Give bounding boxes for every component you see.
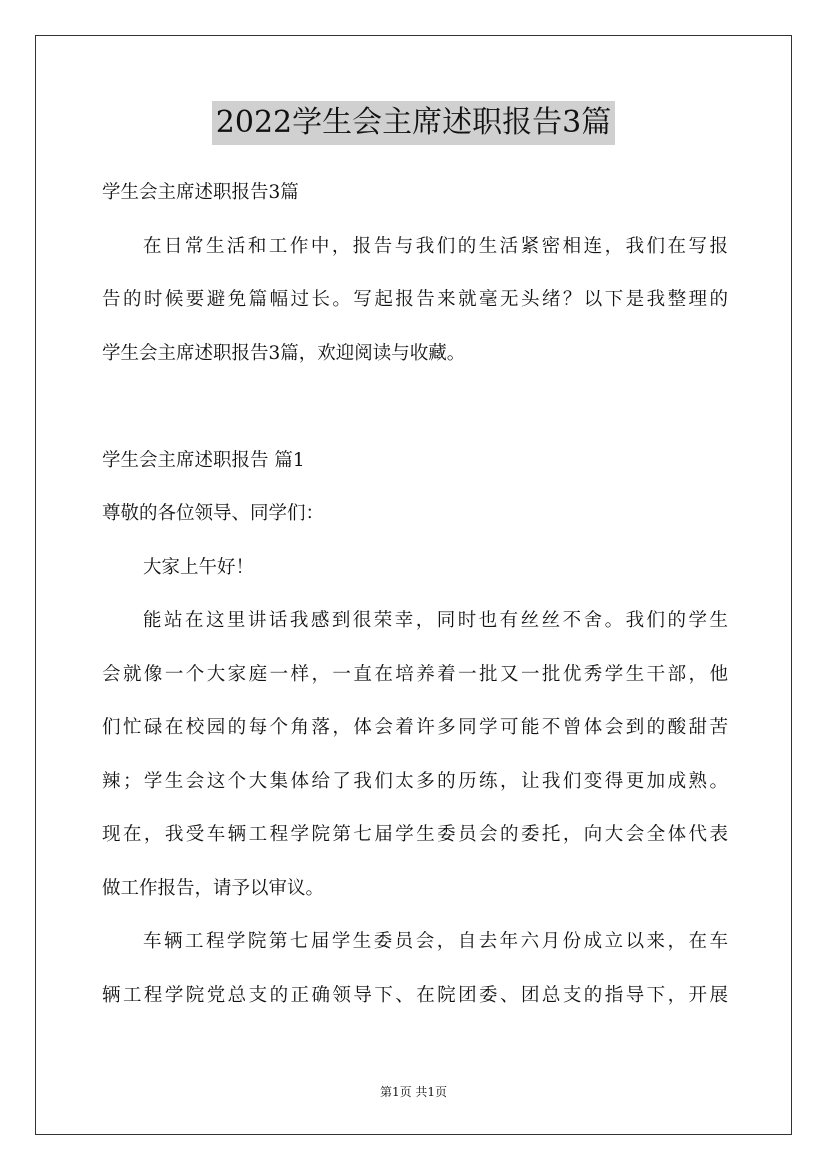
paragraph-line: 能站在这里讲话我感到很荣幸，同时也有丝丝不舍。我们的学生 (143, 610, 728, 631)
paragraph-line: 现在，我受车辆工程学院第七届学生委员会的委托，向大会全体代表 (102, 824, 728, 845)
blank-line (102, 380, 728, 434)
paragraph-line: 会就像一个大家庭一样，一直在培养着一批又一批优秀学生干部，他 (102, 663, 728, 685)
paragraph-line: 辣；学生会这个大集体给了我们太多的历练，让我们变得更加成熟。 (102, 770, 728, 792)
paragraph-line: 辆工程学院党总支的正确领导下、在院团委、团总支的指导下，开展 (102, 984, 728, 1006)
page-footer: 第1页 共1页 (379, 1085, 448, 1099)
paragraph-line: 做工作报告，请予以审议。 (102, 877, 325, 899)
salutation: 尊敬的各位领导、同学们： (102, 503, 325, 524)
document-body (102, 166, 728, 1022)
document-title: 2022学生会主席述职报告3篇 (212, 101, 615, 145)
section-heading: 学生会主席述职报告 篇1 (102, 449, 305, 471)
intro-line: 在日常生活和工作中，报告与我们的生活紧密相连，我们在写报 (143, 235, 728, 257)
paragraph-line: 们忙碌在校园的每个角落，体会着许多同学可能不曾体会到的酸甜苦 (102, 717, 728, 738)
paragraph-line: 车辆工程学院第七届学生委员会，自去年六月份成立以来，在车 (143, 931, 728, 952)
subtitle: 学生会主席述职报告3篇 (102, 182, 299, 203)
title-container (0, 101, 827, 145)
intro-line: 学生会主席述职报告3篇，欢迎阅读与收藏。 (102, 342, 466, 364)
greeting: 大家上午好！ (143, 556, 255, 578)
intro-line: 告的时候要避免篇幅过长。写起报告来就毫无头绪？以下是我整理的 (102, 289, 728, 310)
